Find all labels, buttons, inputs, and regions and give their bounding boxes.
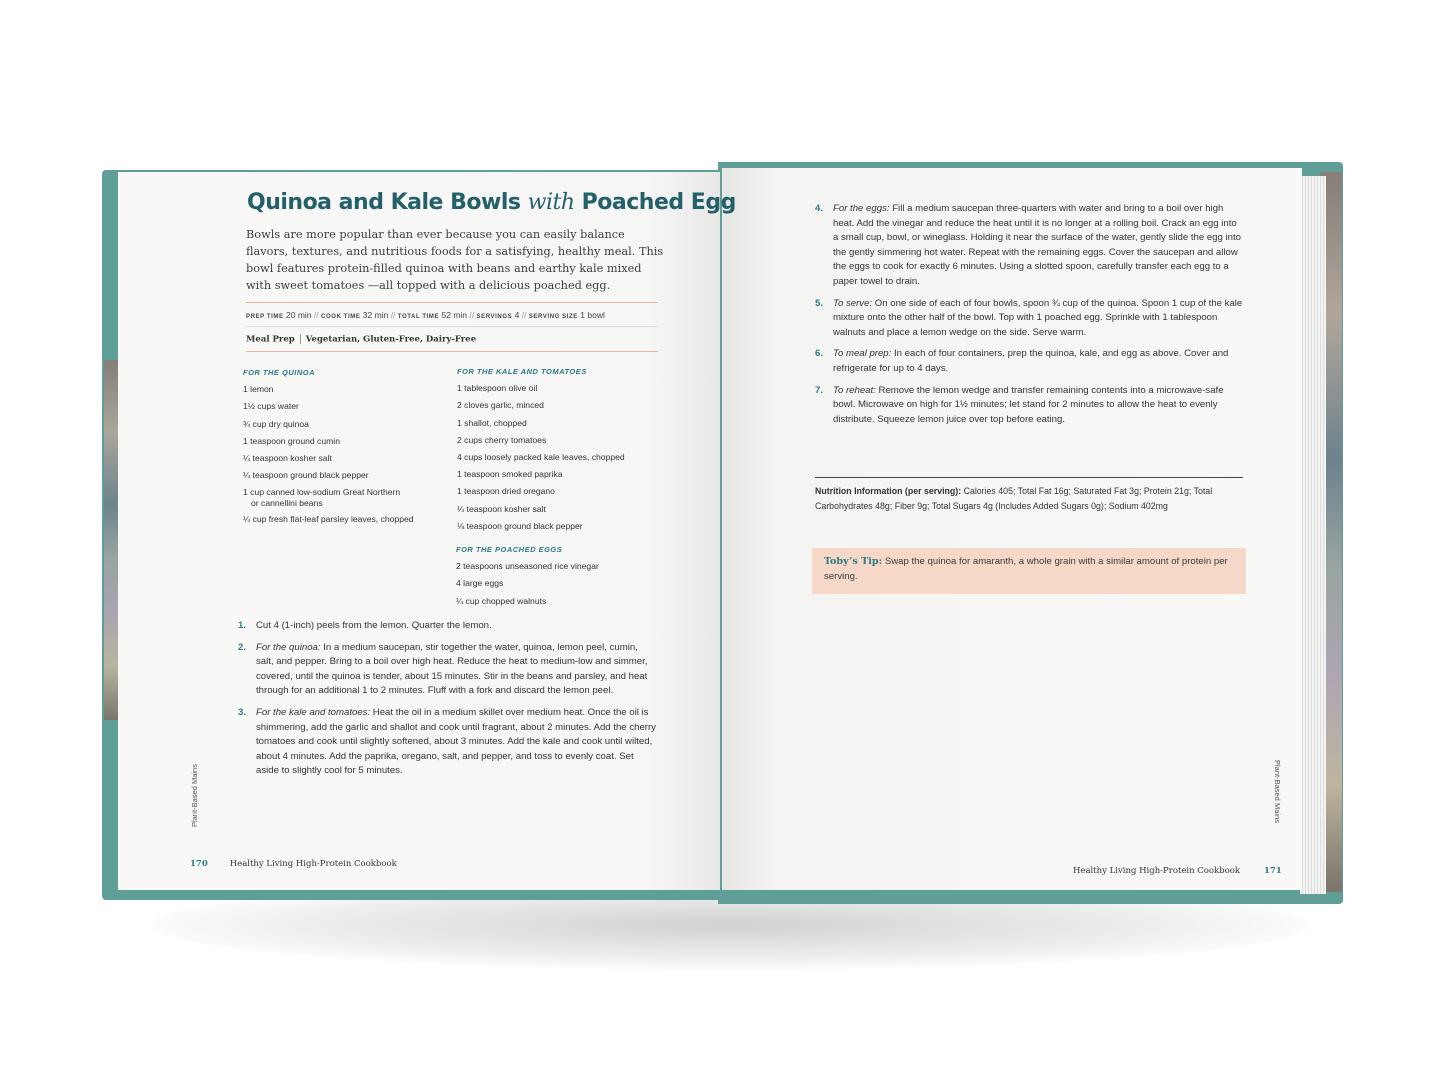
ingredient-item: ¼ cup chopped walnuts bbox=[456, 595, 547, 606]
steps-right bbox=[815, 202, 1243, 434]
page-number-right: 171 bbox=[1264, 866, 1282, 876]
book-title-right: Healthy Living High-Protein Cookbook bbox=[1073, 866, 1240, 876]
divider-mid bbox=[246, 326, 658, 327]
ingredient-item: 2 cups cherry tomatoes bbox=[457, 434, 547, 445]
recipe-title: Quinoa and Kale Bowls with Poached Egg bbox=[247, 190, 736, 215]
ingredient-item: 2 cloves garlic, minced bbox=[457, 400, 544, 411]
prep-time: 20 min bbox=[286, 310, 312, 320]
quinoa-heading: FOR THE QUINOA bbox=[243, 368, 315, 377]
ingredient-item: 1 lemon bbox=[243, 384, 274, 395]
cook-label: COOK TIME bbox=[321, 314, 361, 320]
ingredient-item: ¼ cup fresh flat-leaf parsley leaves, chopped bbox=[243, 514, 414, 525]
total-time: 52 min bbox=[441, 310, 468, 320]
step-2: 2. For the quinoa: In a medium saucepan, stir together the water, quinoa, lemon peel, cumin, salt, and pepper. Bring to a boil over high heat. Reduce the heat to medium-low and simmer, covered, until the quinoa is tender, about 15 minutes. Stir in the beans and parsley, and heat through for an additional 1 to 2 minutes. Fluff with a fork and discard the lemon peel. bbox=[238, 641, 648, 697]
ingredient-item: ¼ teaspoon kosher salt bbox=[457, 503, 546, 514]
nutrition-values: Calories 405; Total Fat 16g; Saturated Fat 3g; Protein 21g; Total Carbohydrates 48g; Fiber 9g; Total Sugars 4g (Includes Added Sugars 0g); Sodium 402mg bbox=[815, 486, 1213, 511]
step-6: 6. To meal prep: In each of four containers, prep the quinoa, kale, and egg as above. Cover and refrigerate for up to 4 days. bbox=[815, 348, 1229, 374]
step-4: 4. For the eggs: Fill a medium saucepan three-quarters with water and bring to a boil over high heat. Add the vinegar and reduce the heat until it is no longer at a rolling boil. Crack an egg into a small cup, bowl, or wineglass. Holding it near the surface of the water, gently slide the egg into the gently simmering hot water. Repeat with the remaining eggs. Cover the saucepan and allow the eggs to cook for exactly 6 minutes. Using a slotted spoon, carefully transfer each egg to a paper towel to drain. bbox=[815, 203, 1241, 287]
book-title-left: Healthy Living High-Protein Cookbook bbox=[229, 859, 397, 869]
ingredient-item: 1 shallot, chopped bbox=[457, 417, 527, 428]
ingredient-item: 4 large eggs bbox=[456, 578, 504, 589]
steps-left bbox=[238, 619, 658, 786]
serving-size: 1 bowl bbox=[580, 310, 605, 320]
ingredient-item: 1 teaspoon ground cumin bbox=[243, 435, 340, 446]
nutrition-divider bbox=[815, 477, 1243, 478]
step-1: 1. Cut 4 (1-inch) peels from the lemon. Quarter the lemon. bbox=[238, 620, 492, 631]
ingredient-item: 1½ cups water bbox=[243, 401, 299, 412]
ingredient-item: or cannellini beans bbox=[251, 498, 323, 509]
serving-size-label: SERVING SIZE bbox=[528, 314, 578, 320]
ingredient-item: 2 teaspoons unseasoned rice vinegar bbox=[456, 561, 599, 572]
ingredient-item: ¼ teaspoon kosher salt bbox=[243, 453, 332, 464]
ingredient-item: ⅛ teaspoon ground black pepper bbox=[457, 520, 583, 531]
kale-heading: FOR THE KALE AND TOMATOES bbox=[457, 367, 587, 376]
section-label-left: Plant-Based Mains bbox=[190, 764, 199, 827]
divider-bottom bbox=[246, 351, 658, 352]
ingredient-item: 1 teaspoon smoked paprika bbox=[457, 469, 563, 480]
servings-label: SERVINGS bbox=[476, 314, 513, 320]
ingredient-item: ¾ cup dry quinoa bbox=[243, 418, 309, 429]
tag-diet: Vegetarian, Gluten-Free, Dairy-Free bbox=[305, 334, 477, 345]
footer-right bbox=[1073, 866, 1282, 876]
step-3: 3. For the kale and tomatoes: Heat the oil in a medium skillet over medium heat. Once the oil is shimmering, add the garlic and shallot and cook until fragrant, about 2 minutes. Add the cherry tomatoes and cook until slightly softened, about 3 minutes. Add the kale and cook until wilted, about 4 minutes. Add the paprika, oregano, salt, and pepper, and toss to evenly coat. Set aside to slightly cool for 5 minutes. bbox=[238, 706, 656, 777]
recipe-meta: PREP TIME 20 min // COOK TIME 32 min // TOTAL TIME 52 min // SERVINGS 4 // SERVING SIZE 1 bowl bbox=[246, 310, 605, 320]
eggs-heading: FOR THE POACHED EGGS bbox=[456, 545, 563, 554]
ingredient-item: 1 teaspoon dried oregano bbox=[457, 486, 555, 497]
nutrition-label: Nutrition Information (per serving): bbox=[815, 486, 962, 496]
tag-meal-prep: Meal Prep bbox=[246, 334, 295, 345]
total-label: TOTAL TIME bbox=[397, 314, 440, 320]
nutrition-info bbox=[815, 484, 1243, 513]
left-photo-edge bbox=[104, 360, 118, 720]
recipe-intro: Bowls are more popular than ever because you can easily balance flavors, textures, and nutritious foods for a satisfying, healthy meal. This bowl features protein-filled quinoa with beans and earthy kale mixed with sweet tomatoes —all topped with a delicious poached egg. bbox=[246, 228, 664, 292]
recipe-tags bbox=[246, 334, 476, 345]
footer-left bbox=[190, 859, 397, 869]
step-5: 5. To serve: On one side of each of four bowls, spoon ¾ cup of the quinoa. Spoon 1 cup of the kale mixture onto the other half of the bowl. Top with 1 poached egg. Sprinkle with 1 tablespoon walnuts and place a lemon wedge on the side. Serve warm. bbox=[815, 297, 1243, 338]
section-label-right: Plant-Based Mains bbox=[1273, 760, 1282, 823]
tip-box bbox=[812, 548, 1246, 594]
step-7: 7. To reheat: Remove the lemon wedge and transfer remaining contents into a microwave-safe bowl. Microwave on high for 1½ minutes; let stand for 2 minutes to allow the heat to evenly distribute. Squeeze lemon juice over top before eating. bbox=[815, 384, 1224, 425]
ingredient-item: ¼ teaspoon ground black pepper bbox=[243, 470, 369, 481]
page-number-left: 170 bbox=[190, 859, 208, 869]
servings: 4 bbox=[514, 310, 520, 320]
ingredient-item: 1 cup canned low-sodium Great Northern bbox=[243, 487, 401, 498]
page-edges bbox=[1300, 176, 1326, 894]
ingredients-quinoa bbox=[243, 364, 453, 529]
tip-text: Swap the quinoa for amaranth, a whole grain with a similar amount of protein per serving. bbox=[824, 556, 1228, 582]
tip-label: Toby’s Tip: bbox=[824, 556, 883, 567]
divider-top bbox=[246, 302, 658, 303]
ingredients-eggs bbox=[456, 541, 666, 610]
ingredient-item: 1 tablespoon olive oil bbox=[457, 383, 538, 394]
cook-time: 32 min bbox=[362, 310, 389, 320]
prep-label: PREP TIME bbox=[246, 314, 284, 320]
ingredient-item: 4 cups loosely packed kale leaves, chopped bbox=[457, 452, 625, 463]
ingredients-kale bbox=[457, 363, 667, 535]
